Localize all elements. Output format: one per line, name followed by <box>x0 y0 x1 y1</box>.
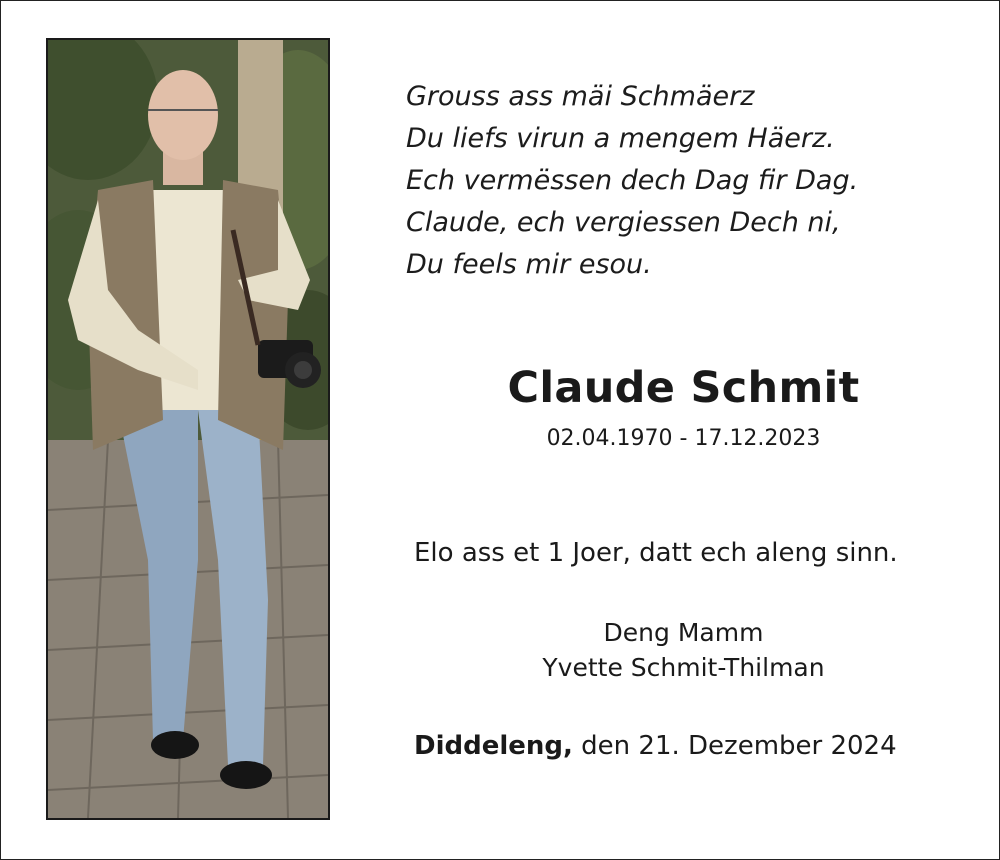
poem-line-5: Du feels mir esou. <box>406 249 652 280</box>
poem-block <box>406 76 961 286</box>
anniversary-message: Elo ass et 1 Joer, datt ech aleng sinn. <box>414 538 898 568</box>
poem <box>406 76 961 286</box>
date: den 21. Dezember 2024 <box>572 731 897 761</box>
poem-line-2: Du liefs virun a mengem Häerz. <box>406 123 835 154</box>
signature-line-1: Deng Mamm <box>603 618 764 647</box>
poem-line-1: Grouss ass mäi Schmäerz <box>406 81 755 112</box>
portrait-photo <box>46 38 330 820</box>
place-date <box>414 731 974 761</box>
signature-line-2: Yvette Schmit-Thilman <box>542 653 825 682</box>
place: Diddeleng, <box>414 731 573 761</box>
poem-line-4: Claude, ech vergiessen Dech ni, <box>406 207 841 238</box>
portrait-illustration <box>48 40 328 818</box>
life-dates: 02.04.1970 - 17.12.2023 <box>546 426 821 451</box>
poem-line-3: Ech vermëssen dech Dag fir Dag. <box>406 165 859 196</box>
signature <box>406 615 961 685</box>
deceased-name: Claude Schmit <box>507 363 860 413</box>
